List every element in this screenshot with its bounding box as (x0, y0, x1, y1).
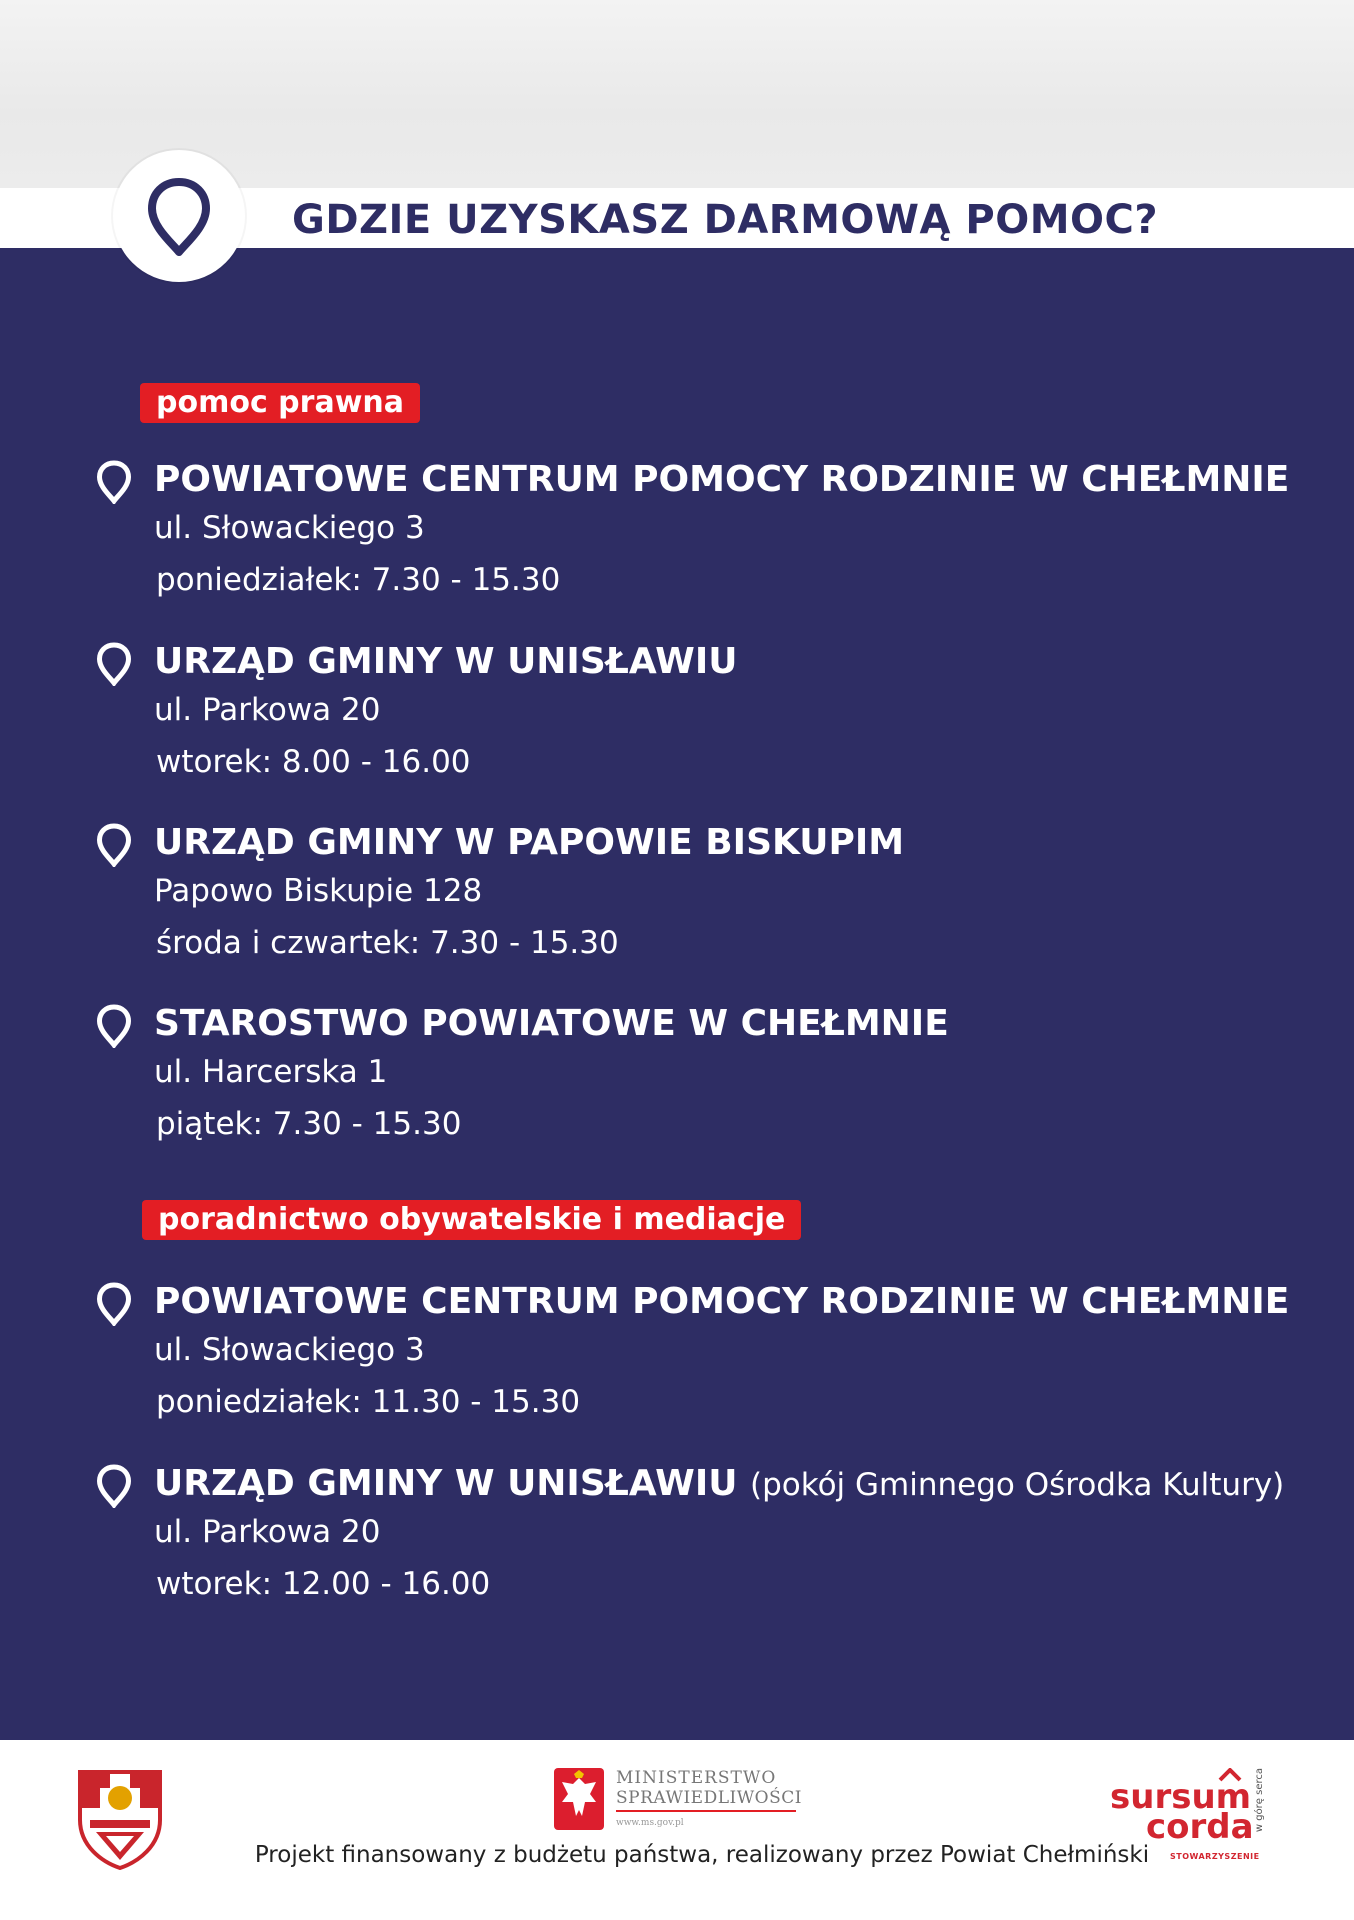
entry-address: ul. Słowackiego 3 (154, 1332, 425, 1368)
map-pin-outline-icon (96, 1004, 132, 1048)
entry-address: Papowo Biskupie 128 (154, 873, 483, 909)
entry-hours: poniedziałek: 11.30 - 15.30 (156, 1384, 581, 1420)
section-label-citizen-advice: poradnictwo obywatelskie i mediacje (142, 1200, 801, 1240)
entry-name (154, 1460, 1284, 1508)
entry-hours: środa i czwartek: 7.30 - 15.30 (156, 925, 619, 961)
map-pin-outline-icon (96, 460, 132, 504)
entry-hours: poniedziałek: 7.30 - 15.30 (156, 562, 561, 598)
ministry-url: www.ms.gov.pl (616, 1818, 684, 1828)
map-pin-outline-icon (96, 642, 132, 686)
section-label-legal-aid: pomoc prawna (140, 383, 420, 423)
entry-name: URZĄD GMINY W UNISŁAWIU (154, 641, 738, 682)
entry-name: POWIATOWE CENTRUM POMOCY RODZINIE W CHEŁMNIE (154, 459, 1290, 500)
sursum-word1: sursum (1110, 1777, 1252, 1817)
page-title: GDZIE UZYSKASZ DARMOWĄ POMOC? (292, 197, 1159, 243)
ministry-rule (616, 1810, 796, 1812)
entry-hours: wtorek: 12.00 - 16.00 (156, 1566, 491, 1602)
sursum-subtitle: STOWARZYSZENIE (1170, 1852, 1260, 1861)
ministry-line1: MINISTERSTWO (616, 1768, 777, 1788)
map-pin-outline-icon (96, 1464, 132, 1508)
entry-hours: wtorek: 8.00 - 16.00 (156, 744, 471, 780)
entry-name-text: URZĄD GMINY W UNISŁAWIU (154, 1463, 738, 1504)
entry-name: POWIATOWE CENTRUM POMOCY RODZINIE W CHEŁMNIE (154, 1281, 1290, 1322)
sursum-word2: corda (1146, 1807, 1254, 1847)
entry-address: ul. Harcerska 1 (154, 1054, 388, 1090)
entry-name: STAROSTWO POWIATOWE W CHEŁMNIE (154, 1003, 949, 1044)
funding-note: Projekt finansowany z budżetu państwa, realizowany przez Powiat Chełmiński (254, 1842, 1150, 1868)
entry-hours: piątek: 7.30 - 15.30 (156, 1106, 462, 1142)
header-pin-badge (113, 150, 245, 282)
polish-eagle-emblem-icon (552, 1766, 606, 1832)
map-pin-outline-icon (96, 823, 132, 867)
ministry-of-justice-logo (552, 1766, 812, 1836)
entry-address: ul. Parkowa 20 (154, 692, 381, 728)
map-pin-icon (146, 178, 212, 256)
sursum-tagline: w górę serca (1254, 1768, 1265, 1833)
entry-address: ul. Parkowa 20 (154, 1514, 381, 1550)
entry-address: ul. Słowackiego 3 (154, 510, 425, 546)
ministry-line2: SPRAWIEDLIWOŚCI (616, 1788, 802, 1808)
entry-name: URZĄD GMINY W PAPOWIE BISKUPIM (154, 822, 905, 863)
map-pin-outline-icon (96, 1282, 132, 1326)
entry-note: (pokój Gminnego Ośrodka Kultury) (750, 1467, 1285, 1503)
